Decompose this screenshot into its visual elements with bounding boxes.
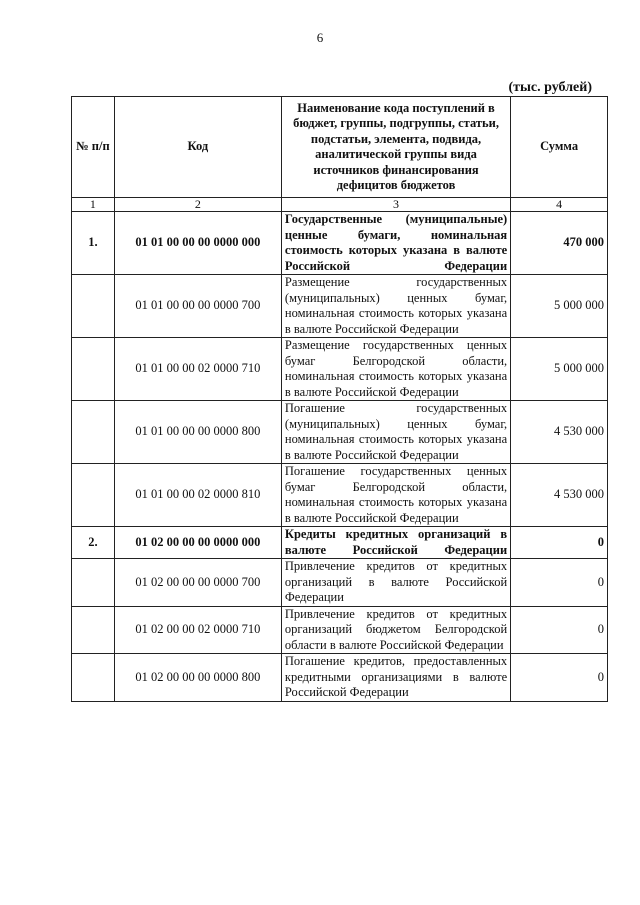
row-name: Привлечение кредитов от кредитных организаций бюджетом Белгородской области в валюте Российской Федерации xyxy=(281,606,510,654)
row-code: 01 02 00 00 00 0000 800 xyxy=(114,654,281,702)
table-row xyxy=(72,464,608,527)
row-number: 2. xyxy=(72,527,115,559)
header-code: Код xyxy=(114,97,281,198)
row-code: 01 02 00 00 00 0000 700 xyxy=(114,559,281,607)
table-row xyxy=(72,275,608,338)
table-row xyxy=(72,654,608,702)
row-number xyxy=(72,275,115,338)
row-number xyxy=(72,338,115,401)
column-number: 2 xyxy=(114,198,281,212)
column-number: 3 xyxy=(281,198,510,212)
column-number: 4 xyxy=(511,198,608,212)
row-code: 01 01 00 00 02 0000 810 xyxy=(114,464,281,527)
row-name: Кредиты кредитных организаций в валюте Российской Федерации xyxy=(281,527,510,559)
column-number: 1 xyxy=(72,198,115,212)
row-code: 01 01 00 00 00 0000 000 xyxy=(114,212,281,275)
sources-table xyxy=(71,96,608,702)
column-numbers-row xyxy=(72,198,608,212)
row-number: 1. xyxy=(72,212,115,275)
header-sum: Сумма xyxy=(511,97,608,198)
row-name: Погашение государственных ценных бумаг Белгородской области, номинальная стоимость которых указана в валюте Российской Федерации xyxy=(281,464,510,527)
row-name: Погашение государственных (муниципальных) ценных бумаг, номинальная стоимость которых указана в валюте Российской Федерации xyxy=(281,401,510,464)
row-name: Государственные (муниципальные) ценные бумаги, номинальная стоимость которых указана в валюте Российской Федерации xyxy=(281,212,510,275)
table-row xyxy=(72,212,608,275)
row-number xyxy=(72,401,115,464)
row-sum: 0 xyxy=(511,559,608,607)
units-label: (тыс. рублей) xyxy=(508,80,592,95)
row-code: 01 01 00 00 02 0000 710 xyxy=(114,338,281,401)
table-row xyxy=(72,606,608,654)
row-sum: 0 xyxy=(511,606,608,654)
row-number xyxy=(72,654,115,702)
table-header-row xyxy=(72,97,608,198)
table-row xyxy=(72,401,608,464)
row-sum: 0 xyxy=(511,654,608,702)
row-name: Размещение государственных (муниципальных) ценных бумаг, номинальная стоимость которых указана в валюте Российской Федерации xyxy=(281,275,510,338)
header-name: Наименование кода поступлений в бюджет, группы, подгруппы, статьи, подстатьи, элемента, подвида, аналитической группы вида источников финансирования дефицитов бюджетов xyxy=(281,97,510,198)
row-number xyxy=(72,559,115,607)
row-code: 01 02 00 00 00 0000 000 xyxy=(114,527,281,559)
row-sum: 4 530 000 xyxy=(511,401,608,464)
row-sum: 470 000 xyxy=(511,212,608,275)
table-row xyxy=(72,338,608,401)
table-row xyxy=(72,559,608,607)
row-sum: 0 xyxy=(511,527,608,559)
page-number: 6 xyxy=(316,30,324,45)
row-number xyxy=(72,464,115,527)
row-name: Погашение кредитов, предоставленных кредитными организациями в валюте Российской Федерации xyxy=(281,654,510,702)
row-sum: 5 000 000 xyxy=(511,275,608,338)
row-code: 01 01 00 00 00 0000 700 xyxy=(114,275,281,338)
row-sum: 4 530 000 xyxy=(511,464,608,527)
row-number xyxy=(72,606,115,654)
row-name: Размещение государственных ценных бумаг Белгородской области, номинальная стоимость которых указана в валюте Российской Федерации xyxy=(281,338,510,401)
table-row xyxy=(72,527,608,559)
row-sum: 5 000 000 xyxy=(511,338,608,401)
header-num: № п/п xyxy=(72,97,115,198)
row-name: Привлечение кредитов от кредитных организаций в валюте Российской Федерации xyxy=(281,559,510,607)
row-code: 01 02 00 00 02 0000 710 xyxy=(114,606,281,654)
row-code: 01 01 00 00 00 0000 800 xyxy=(114,401,281,464)
